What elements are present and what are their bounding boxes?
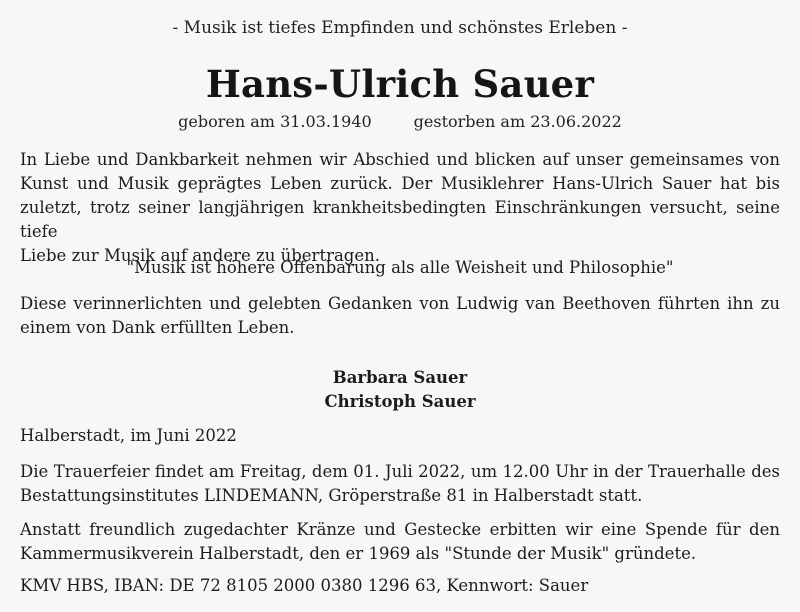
beethoven-quote: "Musik ist höhere Offenbarung als alle Weisheit und Philosophie" (126, 258, 674, 277)
gratitude-paragraph (20, 292, 780, 340)
paragraph-line: Liebe zur Musik auf andere zu übertragen. (20, 246, 380, 265)
paragraph-line: In Liebe und Dankbarkeit nehmen wir Abschied und blicken auf unser gemeinsames von (20, 150, 780, 169)
paragraph-line: Bestattungsinstitutes LINDEMANN, Gröperstraße 81 in Halberstadt statt. (20, 486, 643, 505)
life-dates (0, 112, 800, 131)
birth-date: geboren am 31.03.1940 (178, 112, 372, 131)
mourner-name: Christoph Sauer (324, 392, 476, 411)
paragraph-line: Kunst und Musik geprägtes Leben zurück. Der Musiklehrer Hans-Ulrich Sauer hat bis (20, 174, 780, 193)
mourner-name: Barbara Sauer (332, 368, 468, 387)
funeral-info (20, 460, 780, 508)
paragraph-line: Anstatt freundlich zugedachter Kränze und Gestecke erbitten wir eine Spende für den (20, 520, 780, 539)
paragraph-line: Die Trauerfeier findet am Freitag, dem 01. Juli 2022, um 12.00 Uhr in der Trauerhalle des (20, 462, 780, 481)
place-date: Halberstadt, im Juni 2022 (20, 426, 237, 445)
paragraph-line: zuletzt, trotz seiner langjährigen krankheitsbedingten Einschränkungen versucht, seine tiefe (20, 198, 780, 241)
donation-request (20, 518, 780, 566)
paragraph-line: Kammermusikverein Halberstadt, den er 1969 als "Stunde der Musik" gründete. (20, 544, 697, 563)
paragraph-line: Diese verinnerlichten und gelebten Gedanken von Ludwig van Beethoven führten ihn zu (20, 294, 780, 313)
bank-details: KMV HBS, IBAN: DE 72 8105 2000 0380 1296 63, Kennwort: Sauer (20, 576, 589, 595)
deceased-name: Hans-Ulrich Sauer (205, 62, 595, 106)
farewell-paragraph (20, 148, 780, 268)
death-date: gestorben am 23.06.2022 (413, 112, 622, 131)
motto: - Musik ist tiefes Empfinden und schönstes Erleben - (172, 18, 628, 38)
paragraph-line: einem von Dank erfüllten Leben. (20, 318, 295, 337)
